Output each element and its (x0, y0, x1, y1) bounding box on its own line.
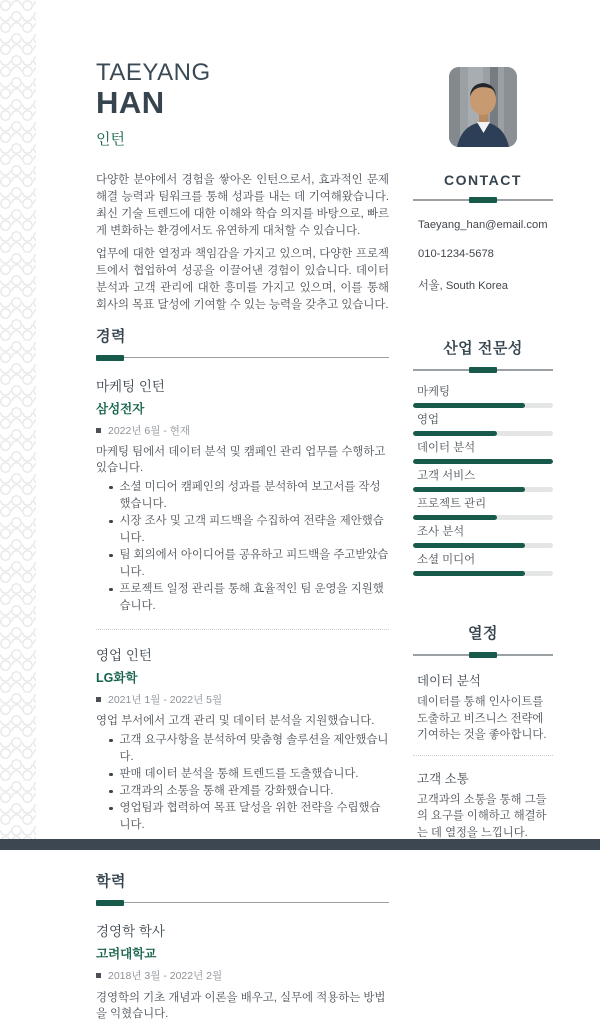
first-name: TAEYANG (96, 59, 211, 86)
skill-item (413, 525, 553, 548)
skill-bar-fill (413, 403, 525, 408)
skill-item (413, 385, 553, 408)
skill-item (413, 441, 553, 464)
job-bullet (96, 732, 389, 766)
job-bullet (96, 581, 389, 615)
company-name: LG화학 (96, 670, 138, 685)
dot-bullet-icon (109, 588, 113, 592)
job-bullet-text: 판매 데이터 분석을 통해 트렌드를 도출했습니다. (119, 767, 359, 780)
job-bullet-text: 시장 조사 및 고객 피드백을 수집하여 전략을 제안했습니다. (119, 514, 384, 544)
passion-item (413, 671, 553, 744)
job-item-2 (96, 644, 389, 834)
job-bullet-text: 프로젝트 일정 관리를 통해 효율적인 팀 운영을 지원했습니다. (119, 582, 384, 612)
last-name: HAN (96, 85, 165, 121)
skill-label: 마케팅 (417, 386, 451, 398)
education-description: 경영학의 기초 개념과 이론을 배우고, 실무에 적용하는 방법을 익혔습니다. (96, 991, 386, 1020)
dot-bullet-icon (109, 807, 113, 811)
summary-paragraph-1: 다양한 분야에서 경험을 쌓아온 인턴으로서, 효과적인 문제 해결 능력과 팀워크를 통해 성과를 내는 데 기여해왔습니다. 최신 기술 트렌드에 대한 이해와 학습 의지를 바탕으로, 빠르게 변화하는 환경에서도 유연하게 대처할 수 있습니다. (96, 173, 389, 237)
job-description: 마케팅 팀에서 데이터 분석 및 캠페인 관리 업무를 수행하고 있습니다. (96, 445, 386, 474)
dot-bullet-icon (109, 790, 113, 794)
education-period (96, 968, 389, 983)
dot-bullet-icon (109, 773, 113, 777)
dot-bullet-icon (109, 520, 113, 524)
job-bullet (96, 766, 389, 783)
job-bullet-text: 팀 회의에서 아이디어를 공유하고 피드백을 주고받았습니다. (119, 548, 389, 578)
job-period-text: 2022년 6월 - 현재 (108, 424, 191, 437)
job-bullet (96, 547, 389, 581)
profile-photo (449, 67, 517, 147)
education-period-text: 2018년 3월 - 2022년 2월 (108, 969, 223, 982)
skill-item (413, 413, 553, 436)
job-bullet (96, 783, 389, 800)
passion-divider (413, 755, 553, 756)
experience-rule (96, 355, 389, 361)
skill-label: 조사 분석 (417, 526, 465, 538)
education-rule (96, 900, 389, 906)
skill-label: 소셜 미디어 (417, 554, 476, 566)
footer-bar (0, 839, 600, 850)
skill-bar-fill (413, 571, 525, 576)
job-description: 영업 부서에서 고객 관리 및 데이터 분석을 지원했습니다. (96, 714, 375, 727)
skill-label: 영업 (417, 414, 440, 426)
decorative-pattern-strip (0, 0, 36, 839)
skill-bar-fill (413, 431, 497, 436)
skills-rule (413, 367, 553, 373)
square-bullet-icon (96, 697, 101, 702)
job-bullet (96, 513, 389, 547)
contact-rule (413, 197, 553, 203)
skill-item (413, 469, 553, 492)
passion-rule (413, 652, 553, 658)
contact-location: 서울, South Korea (418, 280, 509, 292)
summary-paragraph-2: 업무에 대한 열정과 책임감을 가지고 있으며, 다양한 프로젝트에서 협업하여 성공을 이끌어낸 경험이 있습니다. 데이터 분석과 고객 관리에 대한 흥미를 가지고 있으며, 이를 통해 회사의 목표 달성에 기여할 수 있는 능력을 갖추고 있습니다. (96, 247, 389, 311)
role-title: 인턴 (96, 130, 125, 148)
company-name: 삼성전자 (96, 401, 145, 416)
experience-heading: 경력 (96, 327, 126, 345)
skill-item (413, 553, 553, 576)
skill-bar-track (413, 543, 553, 548)
job-bullet (96, 479, 389, 513)
dot-bullet-icon (109, 554, 113, 558)
job-bullet-text: 고객 요구사항을 분석하여 맞춤형 솔루션을 제안했습니다. (119, 733, 389, 763)
passion-heading: 열정 (468, 625, 498, 642)
degree: 경영학 학사 (96, 923, 165, 939)
job-period (96, 423, 389, 438)
dot-bullet-icon (109, 486, 113, 490)
dot-bullet-icon (109, 739, 113, 743)
passion-title: 고객 소통 (417, 771, 469, 786)
skill-bar-track (413, 431, 553, 436)
job-title: 마케팅 인턴 (96, 378, 165, 394)
job-bullet-text: 소셜 미디어 캠페인의 성과를 분석하여 보고서를 작성했습니다. (119, 480, 381, 510)
passion-title: 데이터 분석 (417, 674, 481, 688)
passion-item (413, 769, 553, 842)
main-column (96, 0, 389, 1021)
skill-bar-track (413, 459, 553, 464)
education-item (96, 920, 389, 1021)
sidebar-column (413, 0, 553, 841)
skill-item (413, 497, 553, 520)
contact-heading: CONTACT (444, 172, 522, 188)
summary (96, 172, 389, 314)
job-bullet-text: 영업팀과 협력하여 목표 달성을 위한 전략을 수립했습니다. (119, 801, 381, 831)
skill-bar-fill (413, 515, 497, 520)
job-bullet (96, 800, 389, 834)
job-divider (96, 629, 389, 630)
passion-text: 데이터를 통해 인사이트를 도출하고 비즈니스 전략에 기여하는 것을 좋아합니다. (417, 696, 547, 741)
contact-phone: 010-1234-5678 (418, 248, 494, 260)
skill-bar-track (413, 571, 553, 576)
job-item-1 (96, 375, 389, 615)
job-period (96, 692, 389, 707)
contact-email: Taeyang_han@email.com (418, 219, 548, 231)
education-heading: 학력 (96, 872, 126, 890)
job-bullet-list (96, 732, 389, 834)
passion-text: 고객과의 소통을 통해 그들의 요구를 이해하고 해결하는 데 열정을 느낍니다. (417, 793, 547, 839)
job-period-text: 2021년 1월 - 2022년 5월 (108, 693, 223, 706)
skill-bar-track (413, 487, 553, 492)
skill-bar-track (413, 515, 553, 520)
job-bullet-list (96, 479, 389, 615)
square-bullet-icon (96, 428, 101, 433)
skills-heading: 산업 전문성 (443, 340, 523, 357)
job-bullet-text: 고객과의 소통을 통해 관계를 강화했습니다. (119, 784, 334, 797)
skill-bar-fill (413, 459, 553, 464)
skill-label: 데이터 분석 (417, 442, 476, 454)
square-bullet-icon (96, 973, 101, 978)
school-name: 고려대학교 (96, 946, 157, 961)
job-title: 영업 인턴 (96, 647, 152, 663)
skill-label: 고객 서비스 (417, 470, 476, 482)
skill-bar-track (413, 403, 553, 408)
skill-bar-fill (413, 487, 525, 492)
skill-bar-fill (413, 543, 525, 548)
skill-label: 프로젝트 관리 (417, 498, 487, 510)
